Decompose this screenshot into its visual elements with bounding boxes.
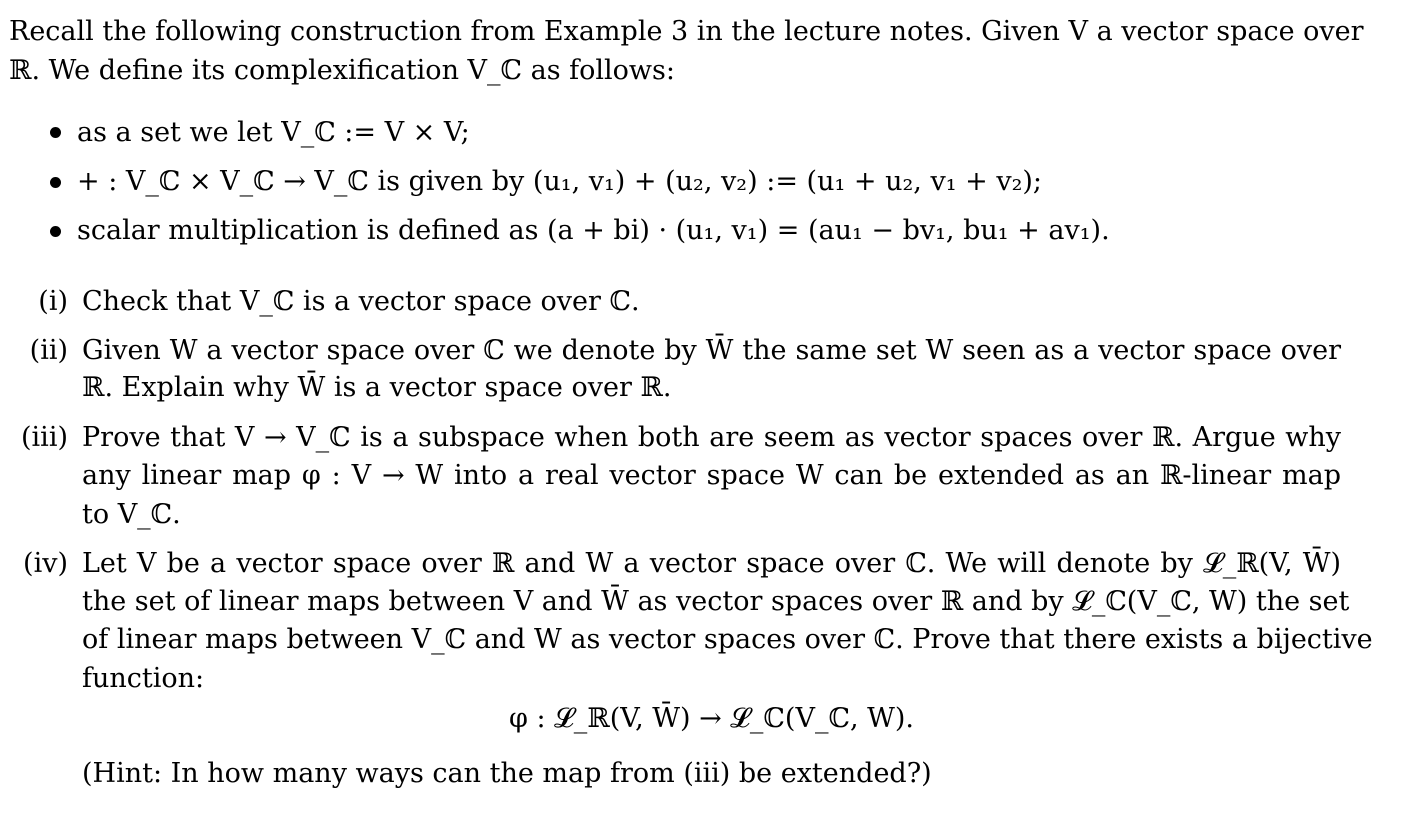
bullet-marker [50, 177, 61, 188]
item-line: Check that V_ℂ is a vector space over ℂ. [82, 286, 640, 317]
display-equation: φ : 𝓛_ℝ(V, W̄) → 𝓛_ℂ(V_ℂ, W). [509, 703, 914, 734]
item-label: (iii) [21, 422, 68, 453]
item-line: to V_ℂ. [82, 499, 181, 530]
item-line: function: [82, 663, 205, 694]
item-line: Given W a vector space over ℂ we denote by W̄ the same set W seen as a vector space over [82, 335, 1341, 366]
item-label: (iv) [23, 548, 68, 579]
bullet-item-1: as a set we let V_ℂ := V × V; [77, 117, 470, 148]
intro-line-1: Recall the following construction from Example 3 in the lecture notes. Given V a vector space over [9, 16, 1364, 47]
item-line: the set of linear maps between V and W̄ as vector spaces over ℝ and by 𝓛_ℂ(V_ℂ, W) the set [82, 586, 1350, 617]
intro-line-2: ℝ. We define its complexification V_ℂ as follows: [9, 55, 675, 86]
item-line: Let V be a vector space over ℝ and W a vector space over ℂ. We will denote by 𝓛_ℝ(V, W̄) [82, 548, 1341, 579]
bullet-marker [50, 127, 61, 138]
item-label: (i) [38, 286, 68, 317]
hint-text: (Hint: In how many ways can the map from (iii) be extended?) [82, 758, 932, 789]
item-line: Prove that V → V_ℂ is a subspace when both are seem as vector spaces over ℝ. Argue why [82, 422, 1341, 453]
bullet-item-2: + : V_ℂ × V_ℂ → V_ℂ is given by (u₁, v₁) + (u₂, v₂) := (u₁ + u₂, v₁ + v₂); [77, 166, 1043, 197]
item-label: (ii) [29, 335, 68, 366]
bullet-marker [50, 226, 61, 237]
item-line: any linear map φ : V → W into a real vector space W can be extended as an ℝ-linear map [82, 460, 1341, 491]
item-line: ℝ. Explain why W̄ is a vector space over ℝ. [82, 372, 672, 403]
bullet-item-3: scalar multiplication is defined as (a + bi) · (u₁, v₁) = (au₁ − bv₁, bu₁ + av₁). [77, 215, 1110, 246]
item-line: of linear maps between V_ℂ and W as vector spaces over ℂ. Prove that there exists a bijective [82, 624, 1373, 655]
